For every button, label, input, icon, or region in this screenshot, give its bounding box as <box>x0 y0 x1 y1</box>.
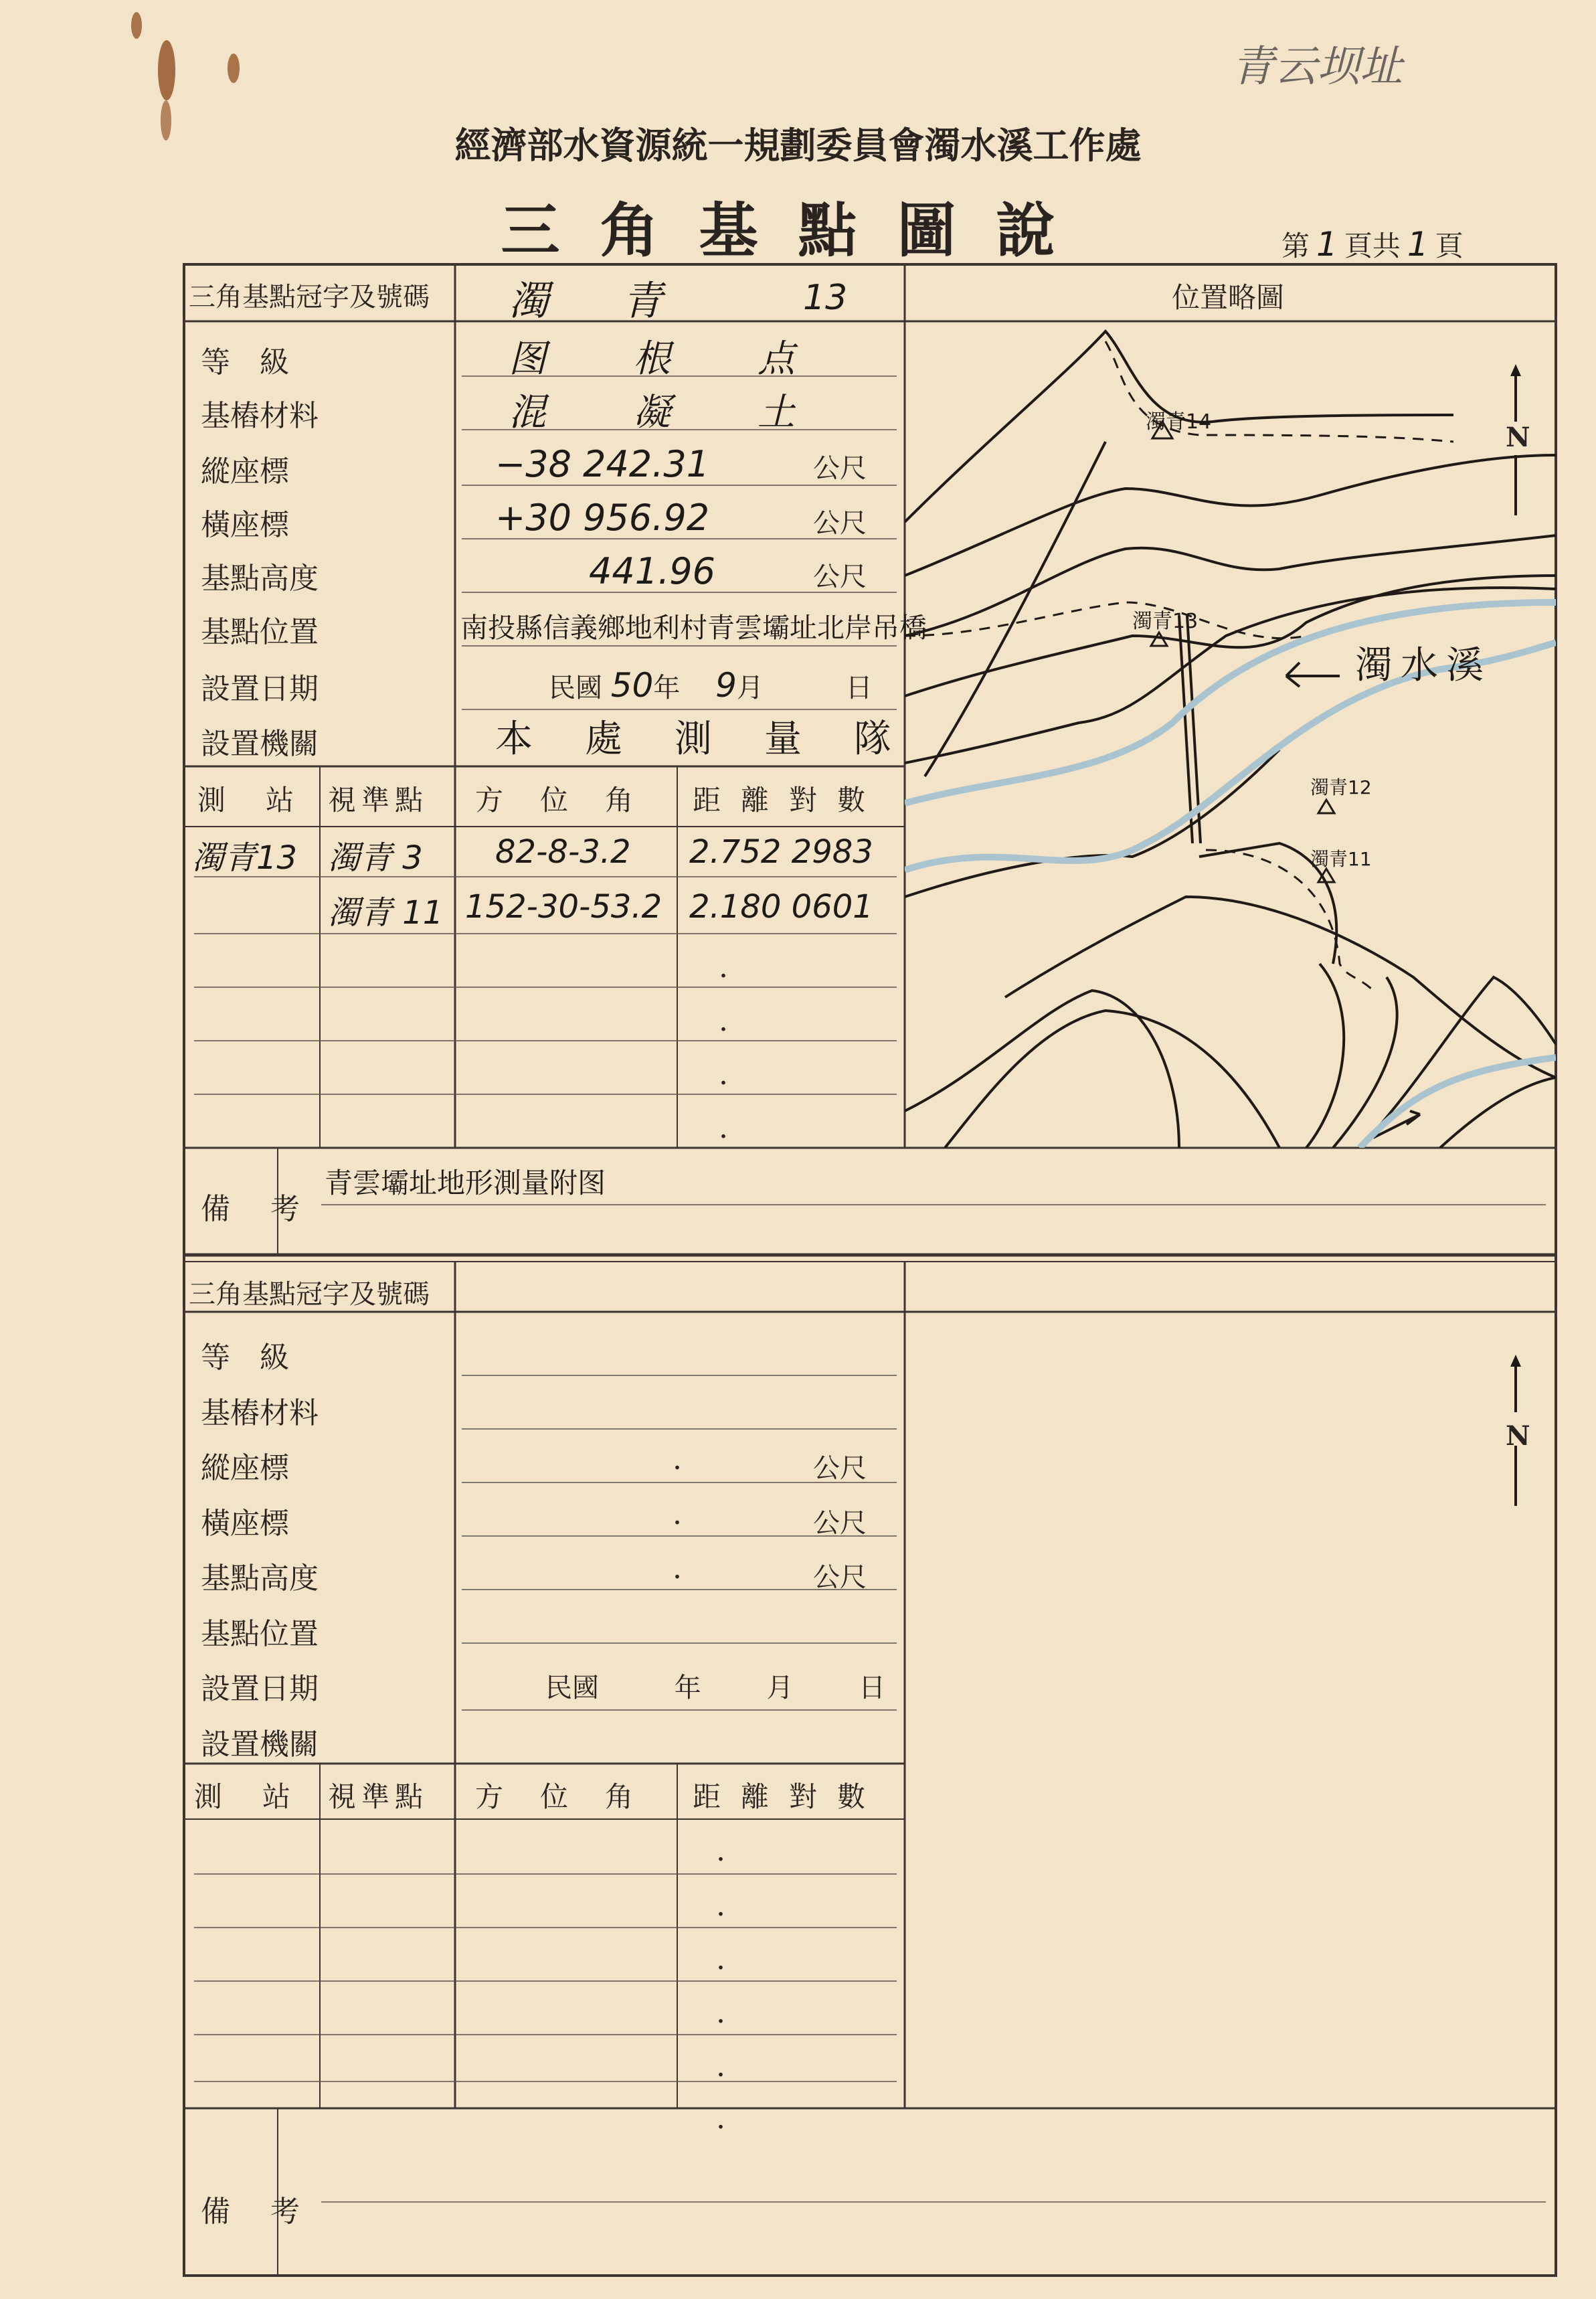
department-title: 經濟部水資源統一規劃委員會濁水溪工作處 <box>454 124 1142 167</box>
handwritten-annotation: 青云坝址 <box>1231 42 1403 92</box>
grade-label: 等 級 <box>201 345 289 379</box>
remarks-label: 備考 <box>201 1192 340 1226</box>
date-row-2: 民國 年 月 日 <box>545 1673 886 1703</box>
sight-header-2: 視準點 <box>328 1780 429 1813</box>
date-label: 設置日期 <box>201 672 319 706</box>
map-label-p13: 濁青13 <box>1132 610 1199 633</box>
map-label-p14: 濁青14 <box>1146 410 1212 434</box>
remarks-label-2: 備考 <box>201 2195 340 2229</box>
log-distance-header-2: 距離對數 <box>693 1780 886 1813</box>
azimuth-value-1: 82-8-3.2 <box>495 833 631 871</box>
north-letter: N <box>1506 1420 1530 1452</box>
location-label: 基點位置 <box>201 615 319 649</box>
north-coord-value: −38 242.31 <box>495 443 710 485</box>
location-label-2: 基點位置 <box>201 1617 319 1651</box>
agency-label-2: 設置機關 <box>201 1727 319 1762</box>
agency-value: 本處測量隊 <box>495 717 944 761</box>
azimuth-header: 方位角 <box>475 784 671 817</box>
code-label-2: 三角基點冠字及號碼 <box>189 1279 430 1310</box>
sketch-label: 位置略圖 <box>1171 281 1284 314</box>
azimuth-value-2: 152-30-53.2 <box>465 888 662 926</box>
map-label-p12: 濁青12 <box>1310 776 1372 798</box>
location-value: 南投縣信義鄉地利村青雲壩址北岸吊橋 <box>460 612 927 644</box>
material-label: 基樁材料 <box>201 399 319 433</box>
azimuth-header-2: 方位角 <box>475 1780 671 1813</box>
log-distance-header: 距離對數 <box>693 784 886 817</box>
east-coord-label-2: 橫座標 <box>201 1507 289 1541</box>
date-row: 民國 50年 9月 日 <box>549 666 873 705</box>
sight-header: 視準點 <box>328 784 429 817</box>
page-info: 第 1 頁共 1 頁 <box>1281 225 1464 264</box>
grade-label-2: 等 級 <box>201 1341 289 1375</box>
date-label-2: 設置日期 <box>201 1672 319 1706</box>
log-distance-value-2: 2.180 0601 <box>689 888 873 926</box>
material-value: 混凝土 <box>509 391 882 434</box>
north-coord-label: 縱座標 <box>201 454 289 489</box>
material-label-2: 基樁材料 <box>201 1396 319 1430</box>
agency-label: 設置機關 <box>201 727 319 761</box>
code-label: 三角基點冠字及號碼 <box>189 282 430 313</box>
north-coord-unit-2: 公尺 <box>813 1453 867 1484</box>
code-number-value: 13 <box>803 278 848 318</box>
elevation-unit-2: 公尺 <box>813 1562 867 1593</box>
station-header-2: 測站 <box>194 1780 331 1813</box>
grade-value: 图根点 <box>509 337 882 381</box>
log-distance-value-1: 2.752 2983 <box>689 833 873 871</box>
map-river-label: 濁水溪 <box>1355 644 1492 687</box>
east-coord-unit-2: 公尺 <box>813 1508 867 1539</box>
station-header: 測站 <box>197 784 335 817</box>
north-coord-unit: 公尺 <box>813 453 867 484</box>
location-sketch-map <box>905 321 1556 1148</box>
east-coord-unit: 公尺 <box>813 508 867 539</box>
remarks-value: 青雲壩址地形測量附图 <box>325 1167 606 1199</box>
elevation-value: 441.96 <box>589 550 715 592</box>
map-label-p11: 濁青11 <box>1310 848 1372 870</box>
code-name-value: 濁青 <box>509 278 736 325</box>
sight-value-2: 濁青 11 <box>328 894 444 932</box>
north-letter: N <box>1506 422 1530 453</box>
elevation-label-2: 基點高度 <box>201 1561 319 1596</box>
east-coord-label: 橫座標 <box>201 508 289 542</box>
elevation-unit: 公尺 <box>813 562 867 592</box>
east-coord-value: +30 956.92 <box>495 497 710 539</box>
form-title: 三角基點圖說 <box>501 195 1095 265</box>
north-coord-label-2: 縱座標 <box>201 1451 289 1485</box>
station-value: 濁青13 <box>192 839 298 877</box>
sight-value-1: 濁青 3 <box>328 839 423 877</box>
elevation-label: 基點高度 <box>201 562 319 596</box>
